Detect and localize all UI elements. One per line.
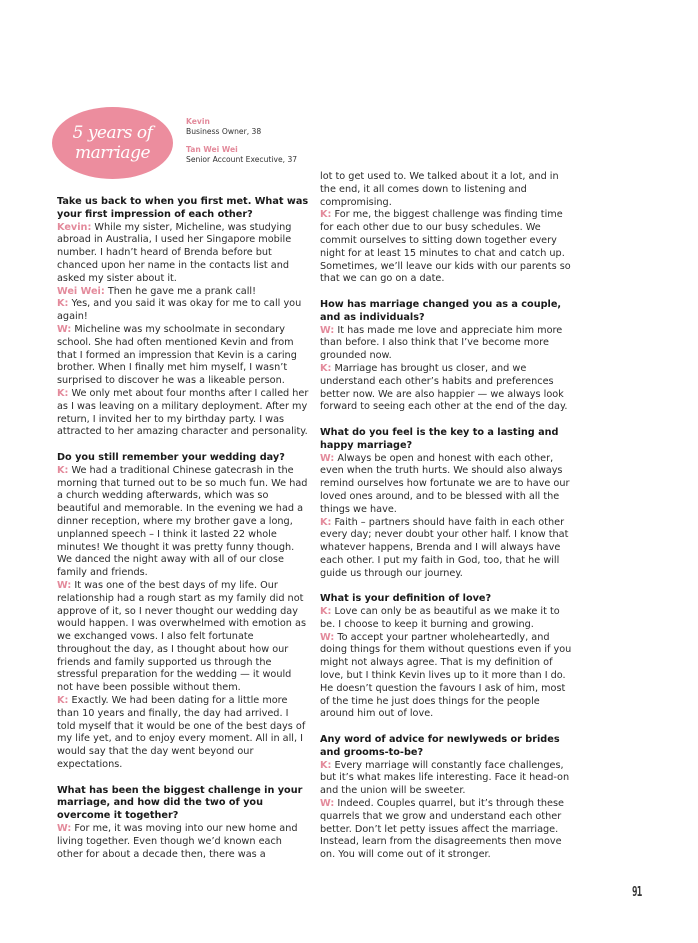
- interview-section: [320, 593, 572, 721]
- answer-text: It was one of the best days of my life. Our relationship had a rough start as my family did not approve of it, so I never thought our wedding day would happen. I was overwhelmed with emotion as we exchanged vows. I also felt fortunate throughout the day, as I thought about how our friends and family supported us through the stressful preparation for the wedding — it would not have been possible without them.: [57, 579, 306, 694]
- speaker-label: K:: [320, 759, 332, 771]
- person-role: Business Owner, 38: [186, 127, 262, 136]
- answer-text: Micheline was my schoolmate in secondary school. She had often mentioned Kevin and from that I formed an impression that Kevin is a caring brother. When I finally met him myself, I wasn’t surprised to discover he was a likeable person.: [57, 323, 297, 387]
- answer: [57, 580, 309, 695]
- speaker-label: W:: [57, 823, 72, 835]
- answer-text: While my sister, Micheline, was studying abroad in Australia, I used her Singapore mobile number. I hadn’t heard of Brenda before but chanced upon her name in the contacts list and asked my sister about it.: [57, 221, 292, 284]
- speaker-label: W:: [320, 631, 335, 643]
- answer-text: We had a traditional Chinese gatecrash in the morning that turned out to be so much fun. We had a church wedding afterwards, which was so beautiful and memorable. In the evening we had a dinner reception, where my brother gave a long, unplanned speech – I think it lasted 22 whole minutes! We thought it was pretty funny though. We danced the night away with all of our close family and friends.: [57, 464, 308, 579]
- answer: [320, 606, 572, 632]
- left-column: [57, 196, 309, 874]
- question: What do you feel is the key to a lasting and happy marriage?: [320, 426, 559, 451]
- question: What has been the biggest challenge in your marriage, and how did the two of you overcome it together?: [57, 784, 303, 822]
- interview-section: [57, 452, 309, 772]
- answer-text: We only met about four months after I called her as I was leaving on a military deployment. After my return, I invited her to my birthday party. I was attracted to her amazing character and personality.: [57, 387, 309, 438]
- answer: [320, 171, 572, 209]
- page-number: 91: [632, 885, 642, 900]
- answer: [320, 517, 572, 581]
- answer: [57, 695, 309, 772]
- answer-text: For me, the biggest challenge was finding time for each other due to our busy schedules. We commit ourselves to sitting down together every night for at least 15 minutes to chat and catch up. Sometimes, we’ll leave our kids with our parents so that we can go on a date.: [320, 209, 571, 285]
- person-wei-wei: [186, 145, 297, 165]
- answer-text: Love can only be as beautiful as we make it to be. I choose to keep it burning and growing.: [320, 606, 560, 630]
- couple-info: [186, 117, 297, 173]
- answer: [320, 209, 572, 286]
- speaker-label: K:: [320, 606, 332, 618]
- person-name: Kevin: [186, 117, 210, 126]
- speaker-label: W:: [57, 579, 72, 591]
- answer-text: Yes, and you said it was okay for me to call you again!: [57, 298, 302, 323]
- badge-title: [73, 123, 153, 163]
- answer: [320, 760, 572, 798]
- question: Take us back to when you first met. What was your first impression of each other?: [57, 196, 309, 220]
- answer-text: For me, it was moving into our new home and living together. Even though we’d known each other for about a decade then, there was a: [57, 823, 298, 860]
- answer-text: It has made me love and appreciate him more than before. I also think that I’ve become more grounded now.: [320, 324, 563, 362]
- question: What is your definition of love?: [320, 593, 492, 605]
- speaker-label: W:: [320, 324, 335, 336]
- answer-text: Faith – partners should have faith in each other every day; never doubt your other half. I know that whatever happens, Brenda and I will always have each other. I put my faith in God, too, that he will guide us through our journey.: [320, 516, 569, 579]
- person-name: Tan Wei Wei: [186, 145, 238, 154]
- interview-section: [320, 427, 572, 581]
- answer: [320, 325, 572, 363]
- answer: [57, 286, 309, 299]
- speaker-label: K:: [320, 362, 332, 374]
- right-column: [320, 171, 572, 875]
- speaker-label: K:: [57, 464, 69, 476]
- answer: [57, 465, 309, 580]
- answer-text: Marriage has brought us closer, and we understand each other’s habits and preferences better now. We are also happier — we always look forward to seeing each other at the end of the day.: [320, 362, 568, 413]
- question: Any word of advice for newlyweds or brides and grooms-to-be?: [320, 734, 560, 758]
- answer: [57, 324, 309, 388]
- speaker-label: W:: [320, 798, 335, 810]
- person-role: Senior Account Executive, 37: [186, 155, 298, 164]
- person-kevin: [186, 117, 297, 137]
- question: Do you still remember your wedding day?: [57, 451, 285, 463]
- answer: [320, 453, 572, 517]
- interview-section: [57, 785, 309, 862]
- speaker-label: K:: [57, 298, 69, 310]
- answer-text: Indeed. Couples quarrel, but it’s through these quarrels that we grow and understand each other better. Don’t let petty issues affect the marriage. Instead, learn from the disagreements then move on. You will come out of it stronger.: [320, 798, 565, 861]
- badge-line-2: marriage: [74, 143, 151, 163]
- anniversary-badge: [52, 107, 173, 179]
- speaker-label: W:: [320, 452, 335, 464]
- interview-section: [57, 196, 309, 439]
- speaker-label: W:: [57, 323, 72, 335]
- answer: [320, 363, 572, 414]
- interview-section: [320, 734, 572, 862]
- answer: [320, 798, 572, 862]
- answer-text: To accept your partner wholeheartedly, and doing things for them without questions even if you might not always agree. That is my definition of love, but I think Kevin lives up to it more than I do. He doesn’t question the favours I ask of him, most of the time he just does things for the people around him out of love.: [320, 631, 572, 720]
- answer-text: Every marriage will constantly face challenges, but it’s what makes life interesting. Face it head-on and the union will be sweeter.: [320, 759, 570, 797]
- answer: [57, 823, 309, 861]
- answer-text: lot to get used to. We talked about it a lot, and in the end, it all comes down to listening and compromising.: [320, 171, 559, 208]
- answer: [57, 222, 309, 286]
- interview-section: [320, 171, 572, 286]
- answer-text: Exactly. We had been dating for a little more than 10 years and finally, the day had arrived. I told myself that it would be one of the best days of my life yet, and to enjoy every moment. All in all, I would say that the day went beyond our expectations.: [57, 695, 306, 771]
- speaker-label: Kevin:: [57, 221, 92, 233]
- speaker-label: K:: [57, 387, 69, 399]
- badge-line-1: 5 years of: [72, 123, 153, 143]
- answer: [320, 632, 572, 722]
- speaker-label: K:: [320, 516, 332, 528]
- speaker-label: K:: [57, 695, 69, 707]
- speaker-label: Wei Wei:: [57, 285, 105, 297]
- answer: [57, 388, 309, 439]
- interview-section: [320, 299, 572, 414]
- answer: [57, 298, 309, 324]
- answer-text: Then he gave me a prank call!: [107, 285, 257, 297]
- answer-text: Always be open and honest with each other, even when the truth hurts. We should also always remind ourselves how fortunate we are to have our loved ones around, and to be blessed with all the things we have.: [320, 452, 570, 515]
- speaker-label: K:: [320, 209, 332, 221]
- question: How has marriage changed you as a couple, and as individuals?: [320, 298, 562, 323]
